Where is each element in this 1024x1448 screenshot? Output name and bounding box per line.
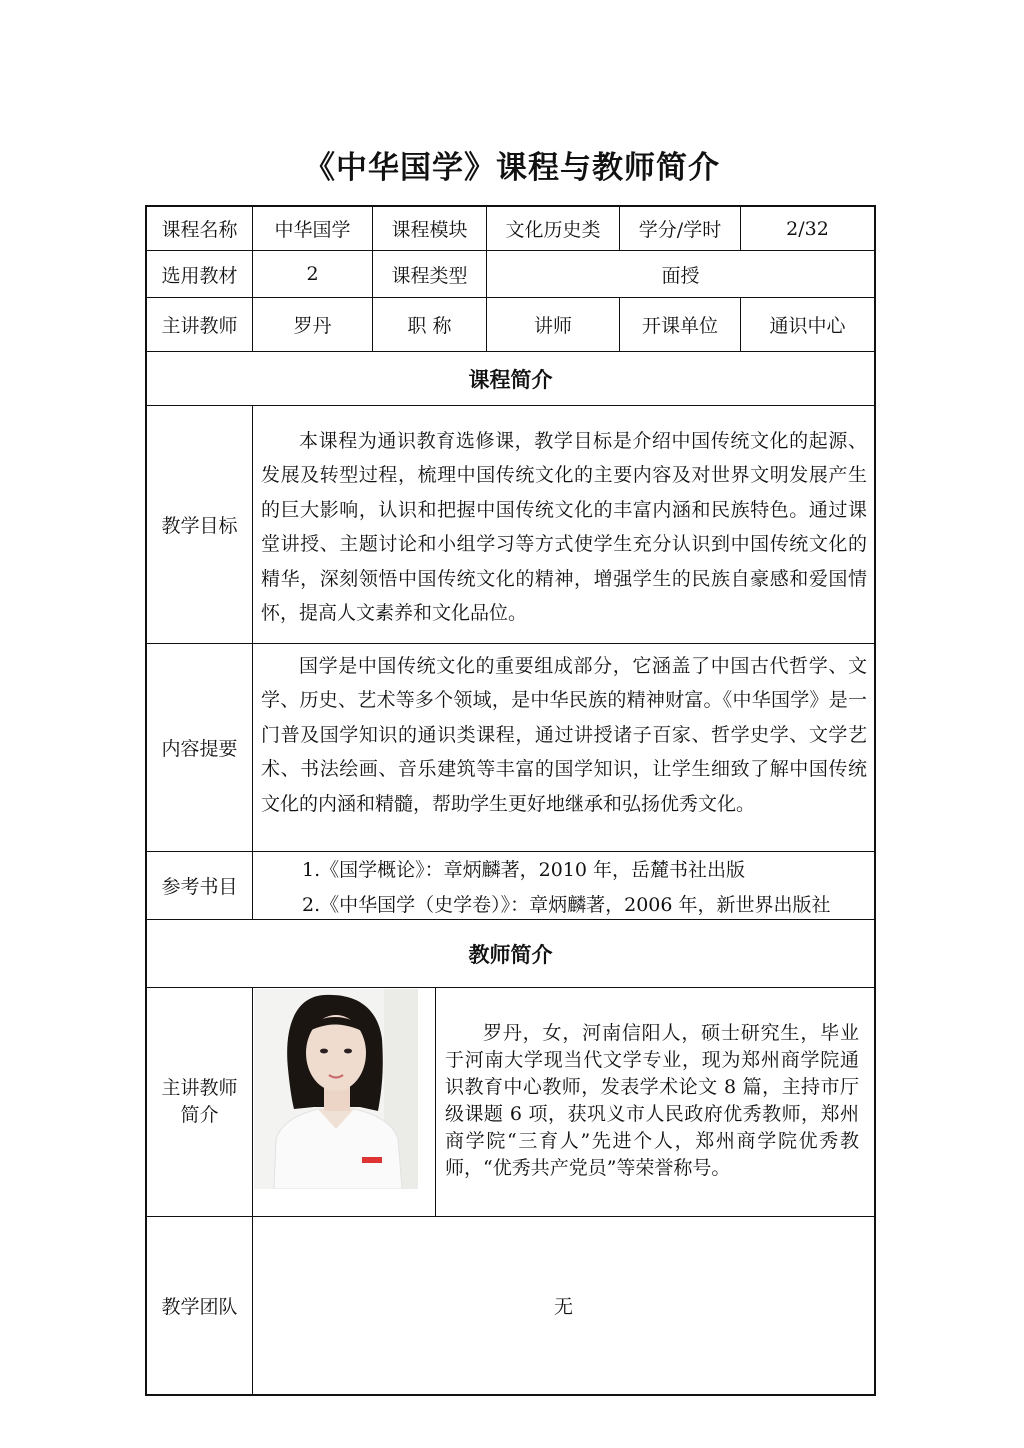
course-type-label: 课程类型 (391, 264, 468, 287)
table-border (435, 987, 436, 1216)
teacher-value: 罗丹 (293, 315, 332, 337)
teacher-intro-label-line1: 主讲教师 (161, 1077, 238, 1099)
table-border (145, 851, 876, 852)
teacher-intro-label (147, 988, 252, 1216)
textbook-label: 选用教材 (161, 264, 238, 287)
credit-value: 2/32 (786, 217, 829, 240)
refs-list (302, 853, 831, 923)
table-border (145, 1394, 876, 1396)
position-label: 职 称 (407, 315, 452, 337)
teacher-photo (254, 989, 418, 1189)
table-border (874, 205, 876, 1396)
table-border (145, 987, 876, 988)
course-type-value: 面授 (661, 264, 700, 287)
teacher-label: 主讲教师 (161, 315, 238, 337)
ref-item: 1.《国学概论》：章炳麟著，2010 年，岳麓书社出版 (302, 859, 746, 881)
content-text: 国学是中国传统文化的重要组成部分，它涵盖了中国古代哲学、文学、历史、艺术等多个领域，是中华民族的精神财富。《中华国学》是一门普及国学知识的通识类课程，通过讲授诸子百家、哲学史学、文学艺术、书法绘画、音乐建筑等丰富的国学知识，让学生细致了解中国传统文化的内涵和精髓，帮助学生更好地继承和弘扬优秀文化。 (261, 655, 867, 815)
course-name-label: 课程名称 (161, 219, 238, 241)
content-label: 内容提要 (161, 738, 238, 760)
goal-label: 教学目标 (161, 515, 238, 537)
teacher-intro-header: 教师简介 (468, 941, 553, 967)
refs-label: 参考书目 (161, 876, 238, 898)
team-value: 无 (553, 1296, 573, 1318)
goal-text: 本课程为通识教育选修课，教学目标是介绍中国传统文化的起源、发展及转型过程，梳理中国传统文化的主要内容及对世界文明发展产生的巨大影响，认识和把握中国传统文化的丰富内涵和民族特色。通过课堂讲授、主题讨论和小组学习等方式使学生充分认识到中国传统文化的精华，深刻领悟中国传统文化的精神，增强学生的民族自豪感和爱国情怀，提高人文素养和文化品位。 (261, 430, 867, 625)
document-title: 《中华国学》课程与教师简介 (304, 150, 720, 186)
textbook-value: 2 (306, 263, 319, 285)
ref-item: 2.《中华国学（史学卷）》：章炳麟著，2006 年，新世界出版社 (302, 894, 831, 916)
module-label: 课程模块 (391, 219, 468, 241)
table-border (145, 643, 876, 644)
position-value: 讲师 (533, 315, 572, 337)
teacher-bio: 罗丹，女，河南信阳人，硕士研究生，毕业于河南大学现当代文学专业，现为郑州商学院通识教育中心教师，发表学术论文 8 篇，主持市厅级课题 6 项，获巩义市人民政府优秀教师，郑州商学院“三育人”先进个人，郑州商学院优秀教师，“优秀共产党员”等荣誉称号。 (445, 1022, 859, 1179)
unit-value: 通识中心 (769, 315, 846, 337)
course-intro-header: 课程简介 (468, 366, 553, 392)
course-name-value: 中华国学 (274, 219, 351, 241)
team-label: 教学团队 (161, 1296, 238, 1318)
module-value: 文化历史类 (505, 219, 601, 241)
credit-label: 学分/学时 (638, 219, 722, 241)
teacher-portrait-image (254, 989, 418, 1189)
unit-label: 开课单位 (641, 315, 718, 337)
table-border (252, 405, 253, 919)
teacher-intro-label-line2: 简介 (180, 1104, 219, 1126)
table-border (145, 405, 876, 406)
